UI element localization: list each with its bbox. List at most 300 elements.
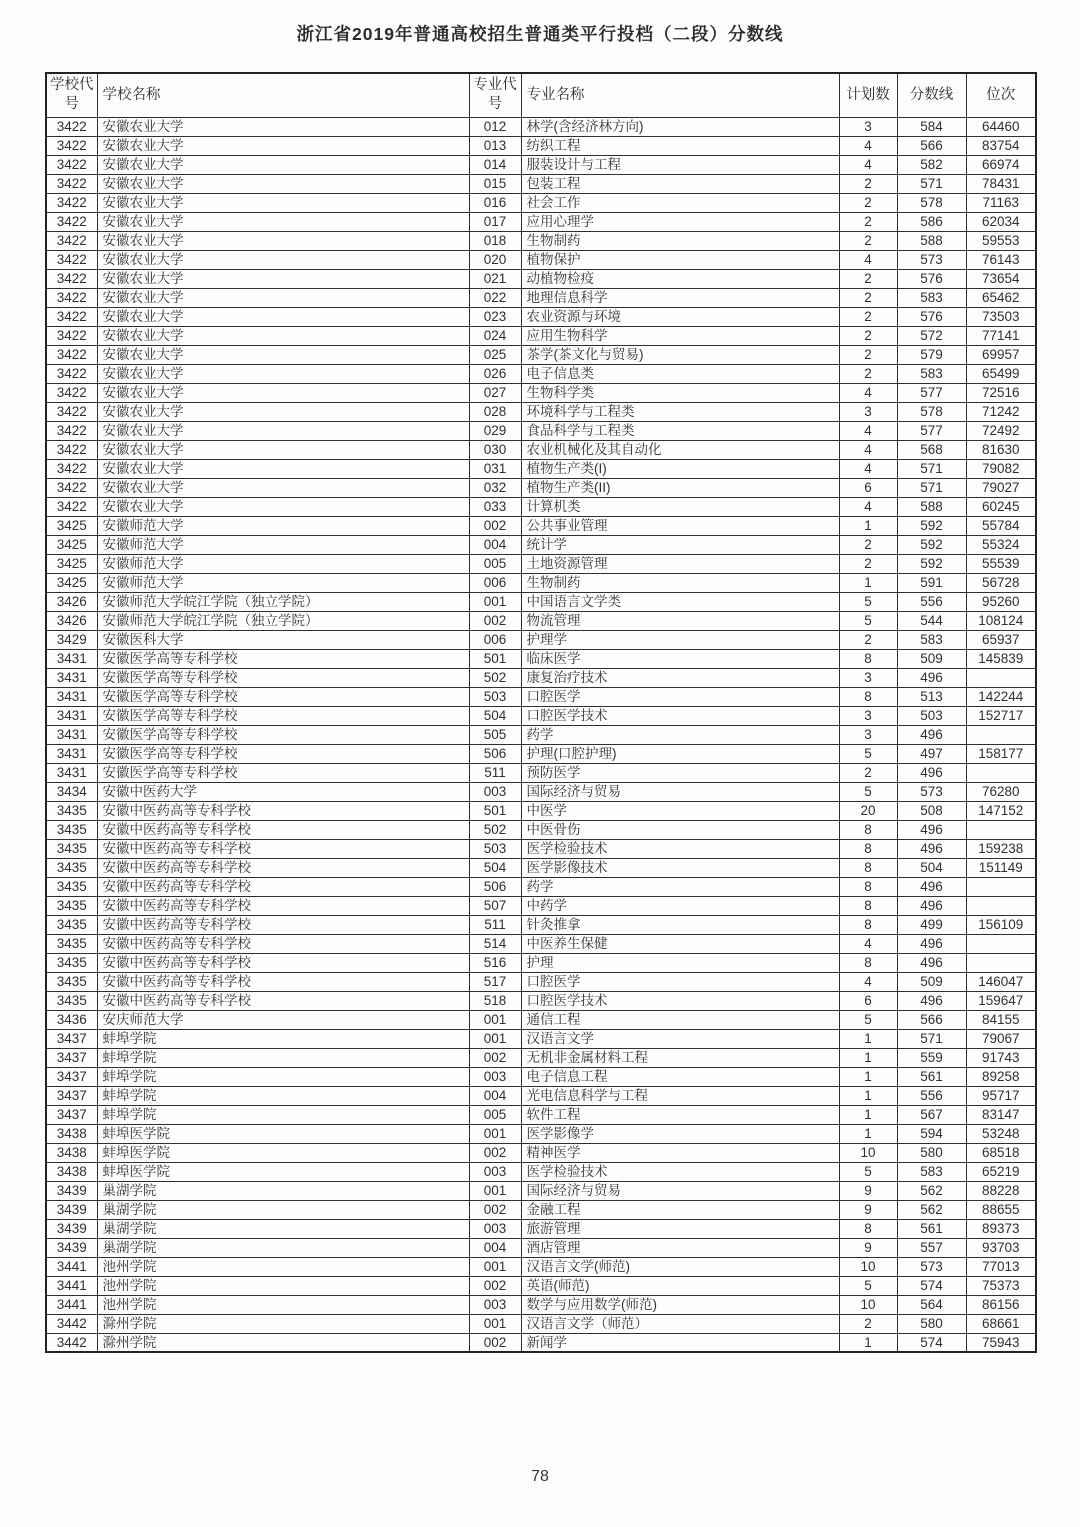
cell-major-code: 014 xyxy=(469,155,521,174)
cell-school-name: 安徽师范大学 xyxy=(97,573,469,592)
cell-major-code: 001 xyxy=(469,1314,521,1333)
cell-school-code: 3431 xyxy=(46,668,97,687)
cell-school-name: 巢湖学院 xyxy=(97,1181,469,1200)
cell-school-name: 安徽中医药高等专科学校 xyxy=(97,877,469,896)
cell-major-code: 002 xyxy=(469,1276,521,1295)
scores-table xyxy=(45,72,1037,1353)
table-row xyxy=(46,934,1036,953)
cell-score-line: 496 xyxy=(897,991,966,1010)
cell-major-code: 506 xyxy=(469,744,521,763)
cell-major-name: 口腔医学技术 xyxy=(521,991,839,1010)
cell-major-name: 土地资源管理 xyxy=(521,554,839,573)
table-row xyxy=(46,1010,1036,1029)
cell-rank: 88228 xyxy=(966,1181,1036,1200)
cell-major-code: 005 xyxy=(469,1105,521,1124)
cell-major-name: 包装工程 xyxy=(521,174,839,193)
cell-school-code: 3422 xyxy=(46,288,97,307)
cell-school-name: 池州学院 xyxy=(97,1276,469,1295)
table-row xyxy=(46,402,1036,421)
cell-school-name: 安徽中医药高等专科学校 xyxy=(97,839,469,858)
table-row xyxy=(46,725,1036,744)
cell-school-name: 安徽农业大学 xyxy=(97,269,469,288)
table-row xyxy=(46,554,1036,573)
cell-rank: 72516 xyxy=(966,383,1036,402)
cell-school-code: 3422 xyxy=(46,421,97,440)
cell-major-name: 医学影像技术 xyxy=(521,858,839,877)
cell-rank: 71242 xyxy=(966,402,1036,421)
cell-major-code: 003 xyxy=(469,1067,521,1086)
cell-rank: 53248 xyxy=(966,1124,1036,1143)
cell-rank: 81630 xyxy=(966,440,1036,459)
cell-major-code: 501 xyxy=(469,801,521,820)
cell-major-name: 动植物检疫 xyxy=(521,269,839,288)
cell-score-line: 579 xyxy=(897,345,966,364)
cell-plan-count: 4 xyxy=(839,972,897,991)
cell-plan-count: 4 xyxy=(839,421,897,440)
cell-rank: 68518 xyxy=(966,1143,1036,1162)
cell-school-code: 3422 xyxy=(46,117,97,136)
cell-score-line: 583 xyxy=(897,288,966,307)
cell-plan-count: 4 xyxy=(839,459,897,478)
cell-school-code: 3431 xyxy=(46,649,97,668)
cell-major-code: 026 xyxy=(469,364,521,383)
cell-school-name: 安徽农业大学 xyxy=(97,212,469,231)
cell-rank xyxy=(966,877,1036,896)
cell-rank: 73503 xyxy=(966,307,1036,326)
cell-school-code: 3422 xyxy=(46,212,97,231)
cell-school-name: 安徽农业大学 xyxy=(97,174,469,193)
cell-major-code: 506 xyxy=(469,877,521,896)
table-row xyxy=(46,991,1036,1010)
cell-major-code: 503 xyxy=(469,687,521,706)
table-row xyxy=(46,1067,1036,1086)
table-row xyxy=(46,687,1036,706)
cell-major-code: 502 xyxy=(469,820,521,839)
cell-rank: 95260 xyxy=(966,592,1036,611)
cell-plan-count: 9 xyxy=(839,1181,897,1200)
cell-major-name: 预防医学 xyxy=(521,763,839,782)
table-row xyxy=(46,1086,1036,1105)
cell-rank: 79082 xyxy=(966,459,1036,478)
cell-rank: 145839 xyxy=(966,649,1036,668)
cell-major-name: 精神医学 xyxy=(521,1143,839,1162)
cell-school-code: 3435 xyxy=(46,972,97,991)
cell-school-code: 3439 xyxy=(46,1181,97,1200)
table-row xyxy=(46,1238,1036,1257)
cell-major-code: 003 xyxy=(469,1295,521,1314)
cell-plan-count: 10 xyxy=(839,1257,897,1276)
cell-school-name: 安徽农业大学 xyxy=(97,402,469,421)
cell-rank: 76143 xyxy=(966,250,1036,269)
cell-rank: 95717 xyxy=(966,1086,1036,1105)
cell-school-name: 安徽医学高等专科学校 xyxy=(97,744,469,763)
cell-major-name: 护理(口腔护理) xyxy=(521,744,839,763)
table-row xyxy=(46,174,1036,193)
cell-score-line: 496 xyxy=(897,839,966,858)
cell-school-code: 3435 xyxy=(46,953,97,972)
cell-rank xyxy=(966,725,1036,744)
cell-major-name: 生物制药 xyxy=(521,573,839,592)
cell-major-name: 中医学 xyxy=(521,801,839,820)
cell-school-code: 3439 xyxy=(46,1219,97,1238)
cell-rank: 65462 xyxy=(966,288,1036,307)
cell-score-line: 592 xyxy=(897,535,966,554)
table-row xyxy=(46,535,1036,554)
cell-school-code: 3435 xyxy=(46,801,97,820)
cell-school-name: 安徽中医药高等专科学校 xyxy=(97,934,469,953)
cell-major-code: 516 xyxy=(469,953,521,972)
table-row xyxy=(46,497,1036,516)
table-row xyxy=(46,193,1036,212)
table-row xyxy=(46,782,1036,801)
cell-score-line: 586 xyxy=(897,212,966,231)
table-row xyxy=(46,839,1036,858)
column-header-school-name: 学校名称 xyxy=(97,73,469,117)
table-row xyxy=(46,573,1036,592)
cell-score-line: 576 xyxy=(897,269,966,288)
cell-school-name: 安徽农业大学 xyxy=(97,250,469,269)
cell-score-line: 577 xyxy=(897,421,966,440)
cell-major-name: 护理 xyxy=(521,953,839,972)
cell-major-name: 口腔医学 xyxy=(521,687,839,706)
cell-plan-count: 5 xyxy=(839,1162,897,1181)
cell-major-code: 517 xyxy=(469,972,521,991)
cell-plan-count: 2 xyxy=(839,212,897,231)
cell-plan-count: 2 xyxy=(839,630,897,649)
table-row xyxy=(46,1219,1036,1238)
cell-school-code: 3422 xyxy=(46,155,97,174)
cell-major-name: 医学检验技术 xyxy=(521,839,839,858)
cell-major-code: 001 xyxy=(469,1010,521,1029)
cell-school-name: 滁州学院 xyxy=(97,1333,469,1352)
cell-major-name: 应用生物科学 xyxy=(521,326,839,345)
table-row xyxy=(46,858,1036,877)
cell-school-name: 巢湖学院 xyxy=(97,1219,469,1238)
table-row xyxy=(46,1143,1036,1162)
cell-plan-count: 5 xyxy=(839,1276,897,1295)
cell-school-name: 安徽农业大学 xyxy=(97,136,469,155)
cell-school-code: 3437 xyxy=(46,1048,97,1067)
cell-plan-count: 2 xyxy=(839,345,897,364)
cell-rank: 159238 xyxy=(966,839,1036,858)
cell-school-name: 安徽中医药高等专科学校 xyxy=(97,858,469,877)
cell-school-name: 安徽农业大学 xyxy=(97,421,469,440)
cell-school-name: 蚌埠学院 xyxy=(97,1067,469,1086)
cell-plan-count: 6 xyxy=(839,478,897,497)
cell-major-name: 药学 xyxy=(521,877,839,896)
cell-major-name: 统计学 xyxy=(521,535,839,554)
cell-school-name: 蚌埠医学院 xyxy=(97,1124,469,1143)
cell-rank: 151149 xyxy=(966,858,1036,877)
cell-plan-count: 1 xyxy=(839,516,897,535)
cell-major-code: 511 xyxy=(469,763,521,782)
cell-score-line: 503 xyxy=(897,706,966,725)
cell-school-name: 安徽农业大学 xyxy=(97,459,469,478)
table-row xyxy=(46,649,1036,668)
table-row xyxy=(46,212,1036,231)
cell-major-name: 公共事业管理 xyxy=(521,516,839,535)
cell-plan-count: 2 xyxy=(839,763,897,782)
cell-major-name: 汉语言文学(师范) xyxy=(521,1257,839,1276)
cell-school-code: 3431 xyxy=(46,706,97,725)
cell-school-code: 3425 xyxy=(46,535,97,554)
cell-score-line: 496 xyxy=(897,934,966,953)
cell-score-line: 557 xyxy=(897,1238,966,1257)
cell-plan-count: 2 xyxy=(839,193,897,212)
cell-major-code: 501 xyxy=(469,649,521,668)
cell-major-code: 002 xyxy=(469,1143,521,1162)
cell-school-name: 安徽中医药高等专科学校 xyxy=(97,915,469,934)
table-body xyxy=(46,117,1036,1352)
table-row xyxy=(46,1295,1036,1314)
table-row xyxy=(46,269,1036,288)
table-row xyxy=(46,915,1036,934)
cell-plan-count: 2 xyxy=(839,231,897,250)
cell-major-code: 022 xyxy=(469,288,521,307)
cell-rank: 108124 xyxy=(966,611,1036,630)
cell-school-name: 安徽中医药高等专科学校 xyxy=(97,820,469,839)
table-row xyxy=(46,1162,1036,1181)
cell-school-code: 3438 xyxy=(46,1143,97,1162)
cell-rank: 55539 xyxy=(966,554,1036,573)
cell-major-code: 001 xyxy=(469,592,521,611)
cell-rank: 89373 xyxy=(966,1219,1036,1238)
cell-plan-count: 6 xyxy=(839,991,897,1010)
cell-rank xyxy=(966,763,1036,782)
cell-school-code: 3422 xyxy=(46,459,97,478)
cell-major-code: 033 xyxy=(469,497,521,516)
cell-major-name: 电子信息类 xyxy=(521,364,839,383)
cell-plan-count: 5 xyxy=(839,1010,897,1029)
cell-score-line: 499 xyxy=(897,915,966,934)
cell-school-name: 安徽中医药高等专科学校 xyxy=(97,896,469,915)
table-row xyxy=(46,668,1036,687)
cell-school-name: 蚌埠医学院 xyxy=(97,1143,469,1162)
table-row xyxy=(46,345,1036,364)
cell-score-line: 572 xyxy=(897,326,966,345)
cell-school-code: 3439 xyxy=(46,1200,97,1219)
cell-school-name: 安徽农业大学 xyxy=(97,440,469,459)
cell-score-line: 508 xyxy=(897,801,966,820)
cell-score-line: 556 xyxy=(897,592,966,611)
cell-school-code: 3431 xyxy=(46,725,97,744)
cell-school-name: 安徽农业大学 xyxy=(97,383,469,402)
cell-rank: 79027 xyxy=(966,478,1036,497)
cell-plan-count: 8 xyxy=(839,687,897,706)
table-row xyxy=(46,611,1036,630)
cell-school-name: 安庆师范大学 xyxy=(97,1010,469,1029)
cell-major-code: 016 xyxy=(469,193,521,212)
cell-major-code: 504 xyxy=(469,858,521,877)
cell-major-code: 003 xyxy=(469,782,521,801)
table-row xyxy=(46,231,1036,250)
cell-major-name: 旅游管理 xyxy=(521,1219,839,1238)
cell-major-code: 002 xyxy=(469,1333,521,1352)
cell-school-code: 3422 xyxy=(46,269,97,288)
cell-score-line: 566 xyxy=(897,1010,966,1029)
cell-major-code: 020 xyxy=(469,250,521,269)
cell-plan-count: 8 xyxy=(839,858,897,877)
column-header-plan-count: 计划数 xyxy=(839,73,897,117)
cell-plan-count: 1 xyxy=(839,1333,897,1352)
cell-major-name: 国际经济与贸易 xyxy=(521,1181,839,1200)
cell-school-code: 3422 xyxy=(46,231,97,250)
cell-rank: 55784 xyxy=(966,516,1036,535)
cell-school-name: 安徽农业大学 xyxy=(97,497,469,516)
cell-rank xyxy=(966,934,1036,953)
cell-major-name: 金融工程 xyxy=(521,1200,839,1219)
cell-major-code: 006 xyxy=(469,630,521,649)
table-row xyxy=(46,1314,1036,1333)
cell-major-name: 国际经济与贸易 xyxy=(521,782,839,801)
cell-major-name: 生物科学类 xyxy=(521,383,839,402)
table-row xyxy=(46,421,1036,440)
cell-plan-count: 4 xyxy=(839,250,897,269)
cell-major-code: 024 xyxy=(469,326,521,345)
cell-score-line: 564 xyxy=(897,1295,966,1314)
cell-major-code: 012 xyxy=(469,117,521,136)
cell-major-code: 015 xyxy=(469,174,521,193)
table-row xyxy=(46,364,1036,383)
cell-school-code: 3435 xyxy=(46,915,97,934)
cell-score-line: 562 xyxy=(897,1181,966,1200)
cell-school-name: 安徽中医药高等专科学校 xyxy=(97,972,469,991)
cell-rank: 55324 xyxy=(966,535,1036,554)
cell-school-code: 3425 xyxy=(46,573,97,592)
cell-major-name: 针灸推拿 xyxy=(521,915,839,934)
cell-rank: 89258 xyxy=(966,1067,1036,1086)
cell-score-line: 577 xyxy=(897,383,966,402)
cell-major-code: 003 xyxy=(469,1162,521,1181)
cell-score-line: 496 xyxy=(897,668,966,687)
cell-plan-count: 20 xyxy=(839,801,897,820)
cell-plan-count: 8 xyxy=(839,1219,897,1238)
cell-school-name: 安徽农业大学 xyxy=(97,193,469,212)
cell-plan-count: 3 xyxy=(839,706,897,725)
cell-school-name: 安徽农业大学 xyxy=(97,326,469,345)
cell-plan-count: 4 xyxy=(839,383,897,402)
cell-school-code: 3422 xyxy=(46,136,97,155)
cell-plan-count: 8 xyxy=(839,896,897,915)
cell-score-line: 573 xyxy=(897,782,966,801)
cell-major-code: 013 xyxy=(469,136,521,155)
cell-major-name: 茶学(茶文化与贸易) xyxy=(521,345,839,364)
table-row xyxy=(46,1124,1036,1143)
cell-school-code: 3422 xyxy=(46,383,97,402)
cell-major-name: 中医骨伤 xyxy=(521,820,839,839)
cell-plan-count: 9 xyxy=(839,1200,897,1219)
cell-major-name: 康复治疗技术 xyxy=(521,668,839,687)
cell-plan-count: 8 xyxy=(839,649,897,668)
cell-score-line: 556 xyxy=(897,1086,966,1105)
cell-school-name: 安徽师范大学 xyxy=(97,535,469,554)
cell-school-name: 安徽农业大学 xyxy=(97,288,469,307)
column-header-major-code: 专业代号 xyxy=(469,73,521,117)
cell-plan-count: 2 xyxy=(839,326,897,345)
cell-school-name: 安徽中医药高等专科学校 xyxy=(97,801,469,820)
cell-plan-count: 4 xyxy=(839,155,897,174)
cell-major-code: 006 xyxy=(469,573,521,592)
cell-school-name: 安徽农业大学 xyxy=(97,364,469,383)
cell-school-code: 3441 xyxy=(46,1276,97,1295)
cell-rank: 147152 xyxy=(966,801,1036,820)
table-row xyxy=(46,1333,1036,1352)
cell-school-code: 3437 xyxy=(46,1029,97,1048)
cell-score-line: 561 xyxy=(897,1219,966,1238)
cell-major-code: 023 xyxy=(469,307,521,326)
cell-school-name: 蚌埠医学院 xyxy=(97,1162,469,1181)
cell-major-code: 518 xyxy=(469,991,521,1010)
cell-school-name: 安徽中医药高等专科学校 xyxy=(97,953,469,972)
cell-major-name: 临床医学 xyxy=(521,649,839,668)
cell-school-code: 3435 xyxy=(46,991,97,1010)
cell-major-name: 无机非金属材料工程 xyxy=(521,1048,839,1067)
cell-school-name: 安徽农业大学 xyxy=(97,117,469,136)
column-header-school-code: 学校代号 xyxy=(46,73,97,117)
cell-plan-count: 2 xyxy=(839,307,897,326)
cell-major-name: 护理学 xyxy=(521,630,839,649)
cell-score-line: 496 xyxy=(897,953,966,972)
cell-school-name: 安徽农业大学 xyxy=(97,307,469,326)
table-row xyxy=(46,1200,1036,1219)
cell-major-name: 酒店管理 xyxy=(521,1238,839,1257)
cell-rank: 60245 xyxy=(966,497,1036,516)
cell-major-name: 英语(师范) xyxy=(521,1276,839,1295)
cell-school-code: 3426 xyxy=(46,611,97,630)
cell-rank xyxy=(966,668,1036,687)
table-row xyxy=(46,1181,1036,1200)
cell-score-line: 496 xyxy=(897,896,966,915)
cell-major-name: 服装设计与工程 xyxy=(521,155,839,174)
cell-major-code: 511 xyxy=(469,915,521,934)
cell-score-line: 594 xyxy=(897,1124,966,1143)
cell-major-code: 027 xyxy=(469,383,521,402)
cell-score-line: 580 xyxy=(897,1143,966,1162)
cell-school-code: 3422 xyxy=(46,497,97,516)
cell-school-code: 3438 xyxy=(46,1162,97,1181)
cell-rank: 78431 xyxy=(966,174,1036,193)
cell-school-code: 3422 xyxy=(46,250,97,269)
cell-major-name: 电子信息工程 xyxy=(521,1067,839,1086)
cell-major-code: 004 xyxy=(469,535,521,554)
table-row xyxy=(46,326,1036,345)
cell-school-code: 3429 xyxy=(46,630,97,649)
cell-rank: 146047 xyxy=(966,972,1036,991)
cell-rank: 62034 xyxy=(966,212,1036,231)
cell-school-name: 安徽医学高等专科学校 xyxy=(97,706,469,725)
cell-major-name: 纺织工程 xyxy=(521,136,839,155)
cell-score-line: 496 xyxy=(897,763,966,782)
cell-major-code: 031 xyxy=(469,459,521,478)
cell-plan-count: 4 xyxy=(839,136,897,155)
cell-score-line: 497 xyxy=(897,744,966,763)
cell-school-name: 安徽医学高等专科学校 xyxy=(97,668,469,687)
cell-school-code: 3435 xyxy=(46,839,97,858)
table-row xyxy=(46,630,1036,649)
cell-school-code: 3441 xyxy=(46,1257,97,1276)
cell-rank: 72492 xyxy=(966,421,1036,440)
cell-score-line: 496 xyxy=(897,877,966,896)
cell-plan-count: 5 xyxy=(839,592,897,611)
cell-rank: 93703 xyxy=(966,1238,1036,1257)
cell-major-code: 001 xyxy=(469,1257,521,1276)
cell-score-line: 582 xyxy=(897,155,966,174)
cell-plan-count: 2 xyxy=(839,1314,897,1333)
table-row xyxy=(46,478,1036,497)
cell-school-code: 3436 xyxy=(46,1010,97,1029)
cell-major-code: 025 xyxy=(469,345,521,364)
cell-major-name: 口腔医学技术 xyxy=(521,706,839,725)
